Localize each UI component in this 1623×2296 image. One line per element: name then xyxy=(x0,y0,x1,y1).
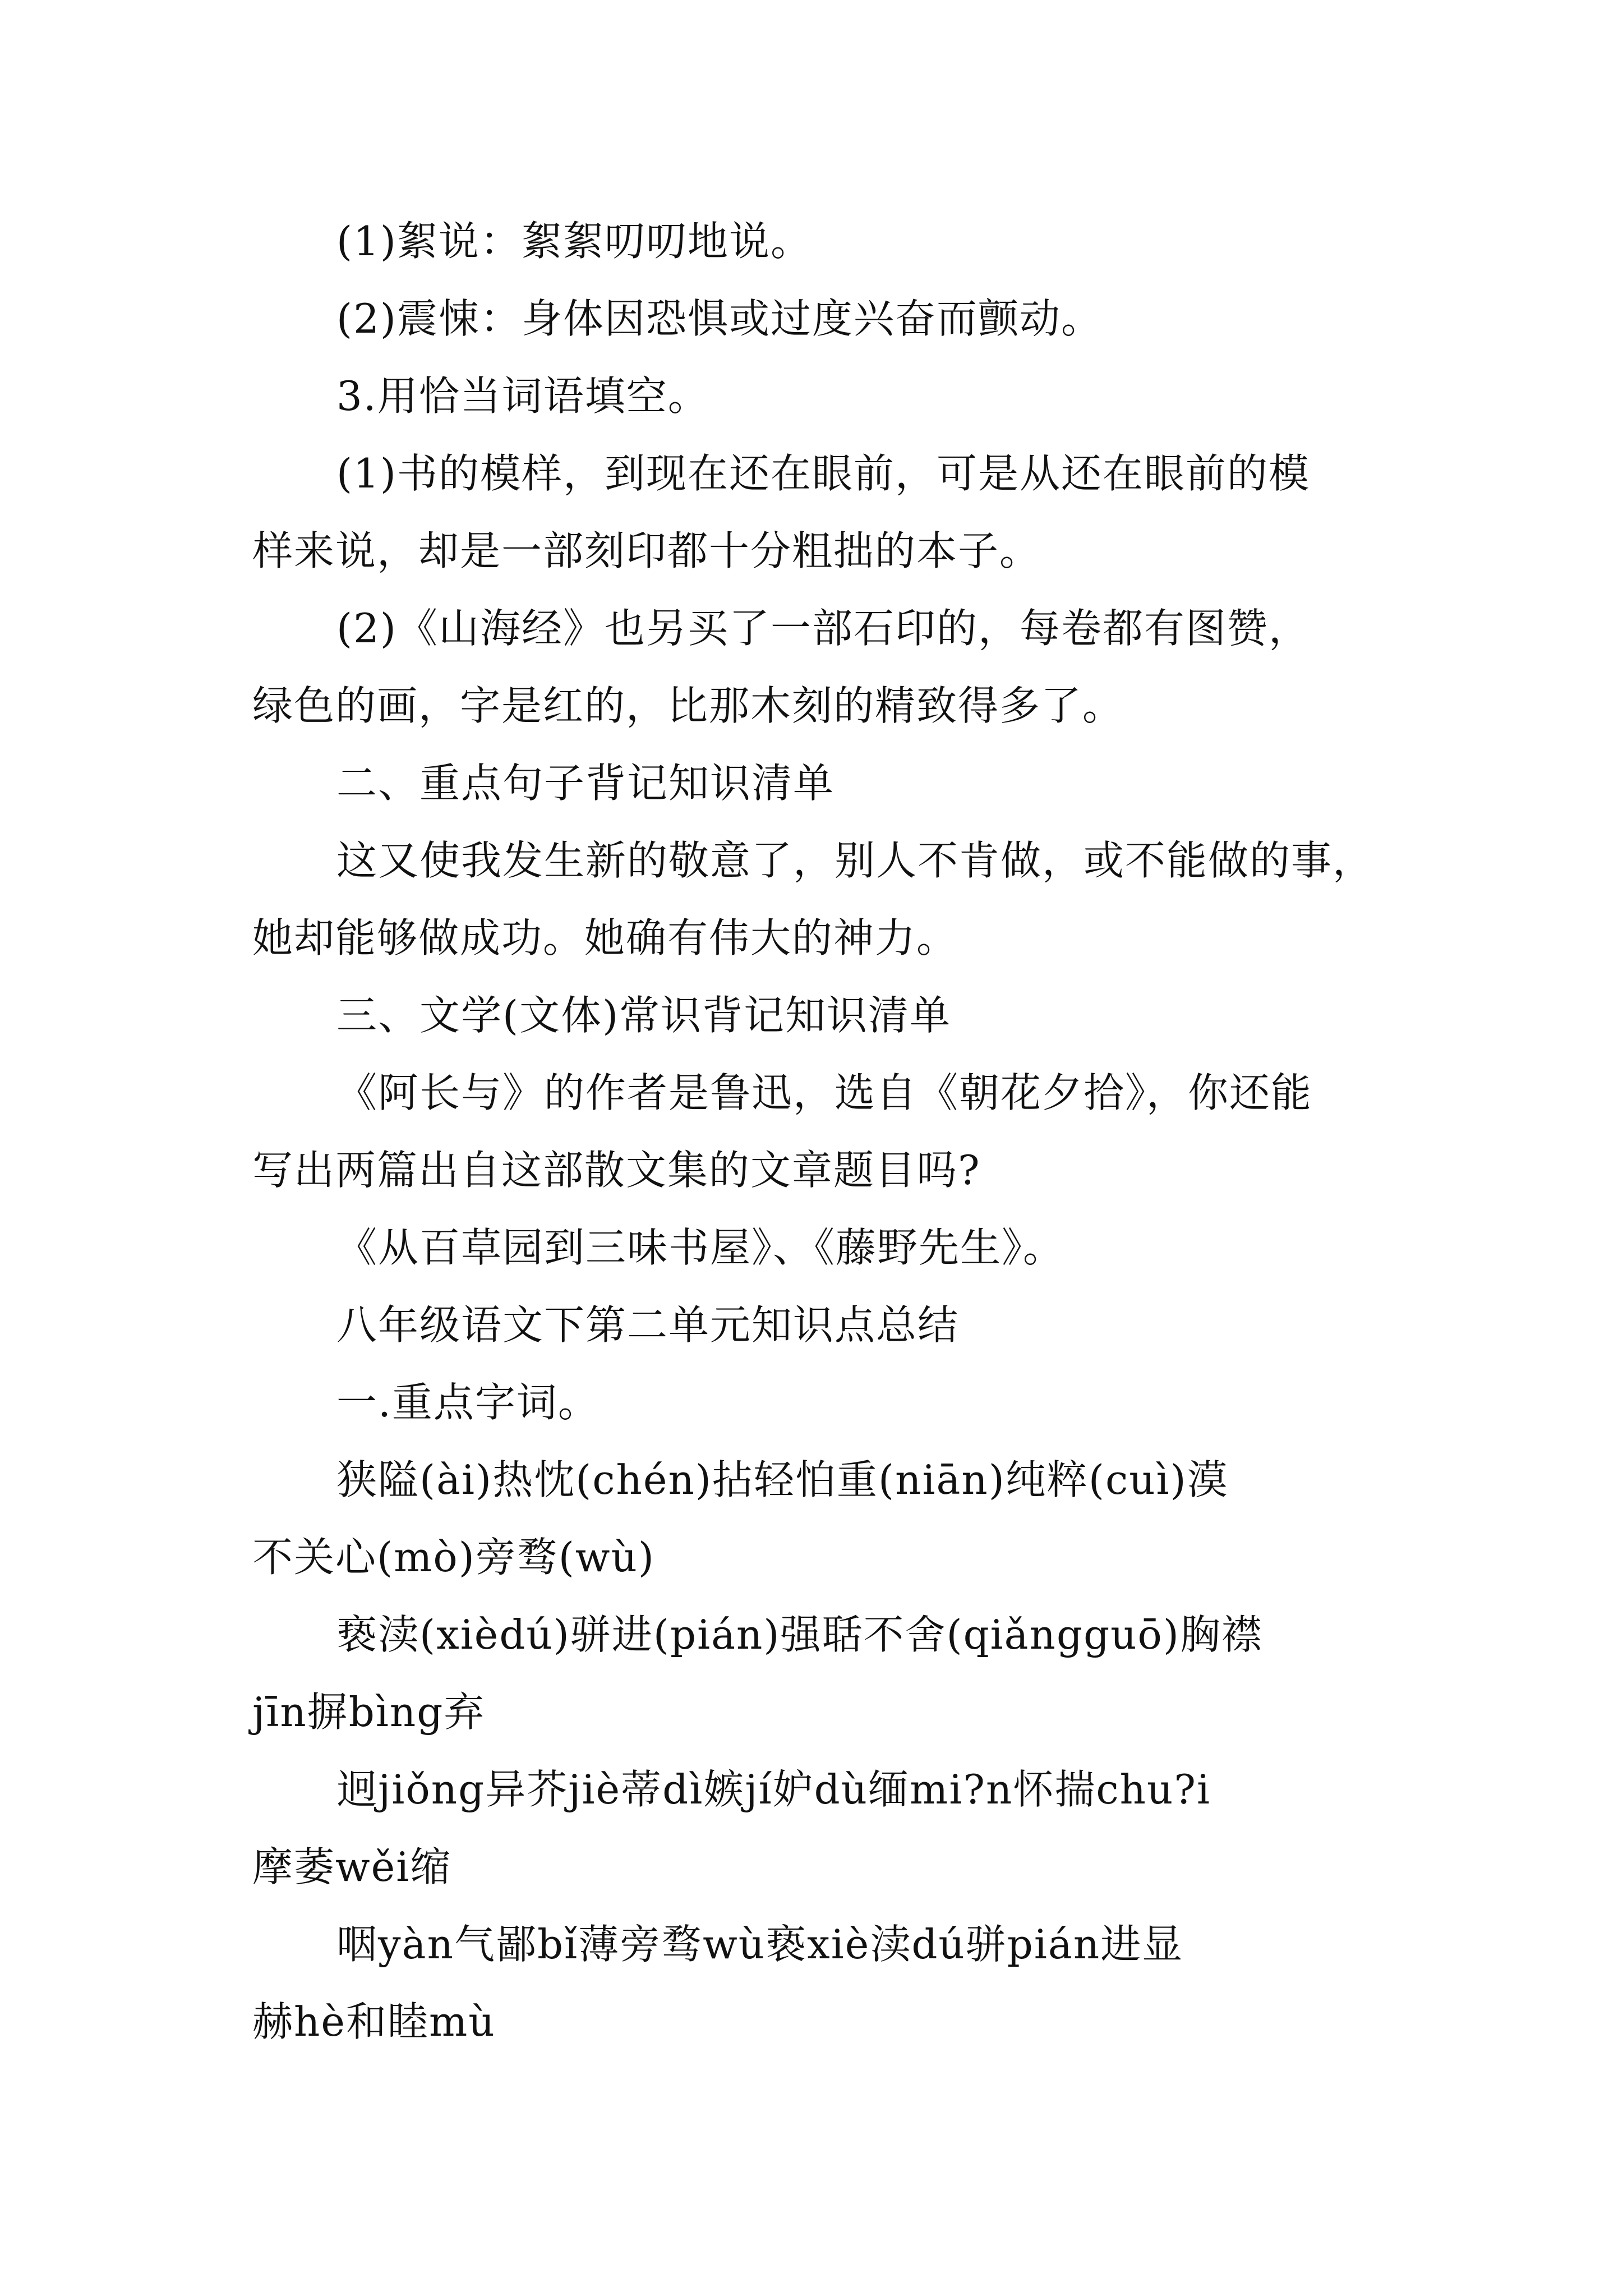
section-heading: 一.重点字词。 xyxy=(336,1379,600,1426)
text-line: 狭隘(ài)热忱(chén)拈轻怕重(niān)纯粹(cuì)漠 xyxy=(336,1456,1229,1503)
text-line: 摩萎wěi缩 xyxy=(252,1843,452,1890)
text-line: (2)震悚：身体因恐惧或过度兴奋而颤动。 xyxy=(336,295,1103,342)
text-line: 样来说，却是一部刻印都十分粗拙的本子。 xyxy=(252,527,1041,574)
text-line: 《从百草园到三味书屋》、《藤野先生》。 xyxy=(336,1224,1065,1271)
text-line: 咽yàn气鄙bǐ薄旁骛wù亵xiè渎dú骈pián进显 xyxy=(336,1921,1184,1968)
text-line: (1)絮说：絮絮叨叨地说。 xyxy=(336,218,812,265)
text-line: (2)《山海经》也另买了一部石印的，每卷都有图赞， xyxy=(336,605,1310,652)
section-heading: 八年级语文下第二单元知识点总结 xyxy=(336,1301,960,1349)
text-line: 这又使我发生新的敬意了，别人不肯做，或不能做的事， xyxy=(336,837,1375,884)
text-line: 迥jiǒng异芥jiè蒂dì嫉jí妒dù缅mi?n怀揣chu?i xyxy=(336,1766,1211,1813)
text-line: 绿色的画，字是红的，比那木刻的精致得多了。 xyxy=(252,682,1124,729)
text-line: 她却能够做成功。她确有伟大的神力。 xyxy=(252,914,958,961)
text-line: 3.用恰当词语填空。 xyxy=(336,372,709,420)
text-line: jīn摒bìng弃 xyxy=(252,1688,486,1736)
text-line: (1)书的模样，到现在还在眼前，可是从还在眼前的模 xyxy=(336,450,1310,497)
text-line: 《阿长与》的作者是鲁迅，选自《朝花夕拾》，你还能 xyxy=(336,1069,1313,1116)
section-heading: 二、重点句子背记知识清单 xyxy=(336,760,835,807)
text-line: 赫hè和睦mù xyxy=(252,1998,496,2045)
text-line: 写出两篇出自这部散文集的文章题目吗? xyxy=(252,1147,981,1194)
section-heading: 三、文学(文体)常识背记知识清单 xyxy=(336,992,952,1039)
text-line: 亵渎(xièdú)骈进(pián)强聒不舍(qiǎngguō)胸襟 xyxy=(336,1611,1263,1658)
text-line: 不关心(mò)旁骛(wù) xyxy=(252,1534,655,1581)
